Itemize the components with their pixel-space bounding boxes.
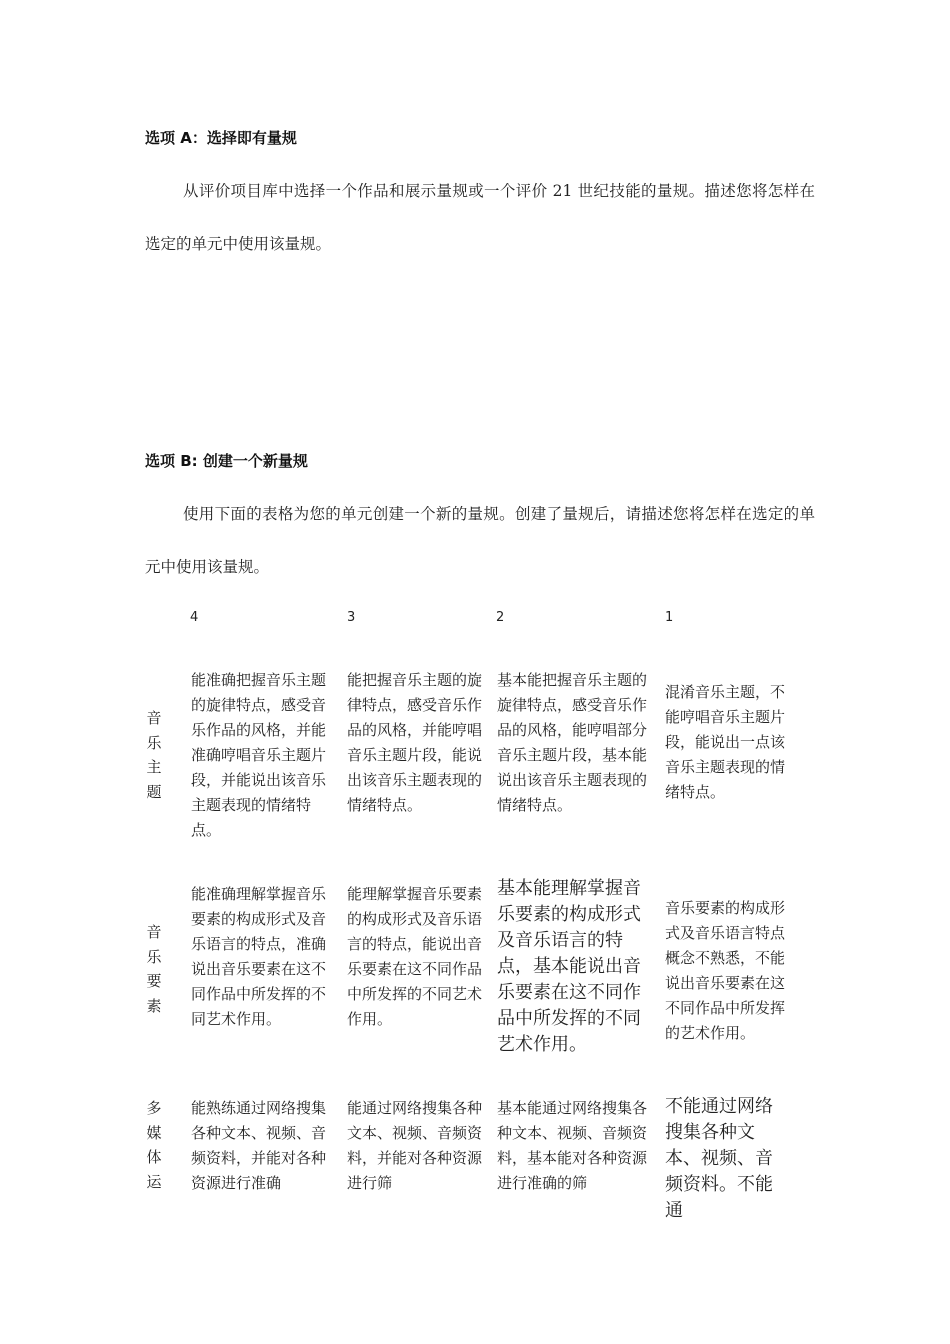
rubric-cell: 不能通过网络搜集各种文本、视频、音频资料。不能通 [665, 1096, 773, 1221]
criterion-music-elements: 音乐要素 [146, 923, 162, 1015]
rubric-cell: 能把握音乐主题的旋律特点，感受音乐作品的风格，并能哼唱音乐主题片段，能说出该音乐主题表现的情绪特点。 [347, 671, 483, 814]
option-a-heading: 选项 A：选择即有量规 [145, 129, 297, 147]
rubric-cell: 能熟练通过网络搜集各种文本、视频、音频资料，并能对各种资源进行准确 [191, 1099, 327, 1192]
option-a-text: 从评价项目库中选择一个作品和展示量规或一个评价 21 世纪技能的量规。描述您将怎样在选定的单元中使用该量规。 [145, 182, 815, 253]
rubric-cell: 能理解掌握音乐要素的构成形式及音乐语言的特点，能说出音乐要素在这不同作品中所发挥的不同艺术作用。 [347, 885, 483, 1028]
option-b-heading: 选项 B: 创建一个新量规 [145, 452, 308, 470]
score-header-1: 1 [665, 610, 674, 625]
score-header-3: 3 [347, 610, 356, 625]
rubric-cell: 基本能把握音乐主题的旋律特点，感受音乐作品的风格，能哼唱部分音乐主题片段，基本能说出该音乐主题表现的情绪特点。 [497, 671, 648, 814]
option-b-text: 使用下面的表格为您的单元创建一个新的量规。创建了量规后，请描述您将怎样在选定的单元中使用该量规。 [145, 505, 815, 576]
rubric-cell: 基本能通过网络搜集各种文本、视频、音频资料，基本能对各种资源进行准确的筛 [497, 1099, 648, 1192]
rubric-cell: 能通过网络搜集各种文本、视频、音频资料，并能对各种资源进行筛 [347, 1099, 483, 1192]
criterion-music-theme: 音乐主题 [146, 709, 162, 801]
criterion-multimedia: 多媒体运 [146, 1099, 162, 1191]
score-header-4: 4 [190, 610, 199, 625]
rubric-cell: 音乐要素的构成形式及音乐语言特点概念不熟悉，不能说出音乐要素在这不同作品中所发挥的艺术作用。 [665, 899, 786, 1042]
rubric-cell: 能准确理解掌握音乐要素的构成形式及音乐语言的特点，准确说出音乐要素在这不同作品中所发挥的不同艺术作用。 [191, 885, 327, 1028]
rubric-cell: 混淆音乐主题，不能哼唱音乐主题片段，能说出一点该音乐主题表现的情绪特点。 [665, 683, 786, 801]
score-header-2: 2 [496, 610, 505, 625]
rubric-cell: 基本能理解掌握音乐要素的构成形式及音乐语言的特点，基本能说出音乐要素在这不同作品中所发挥的不同艺术作用。 [497, 878, 641, 1055]
rubric-cell: 能准确把握音乐主题的旋律特点，感受音乐作品的风格，并能准确哼唱音乐主题片段，并能说出该音乐主题表现的情绪特点。 [191, 671, 327, 839]
